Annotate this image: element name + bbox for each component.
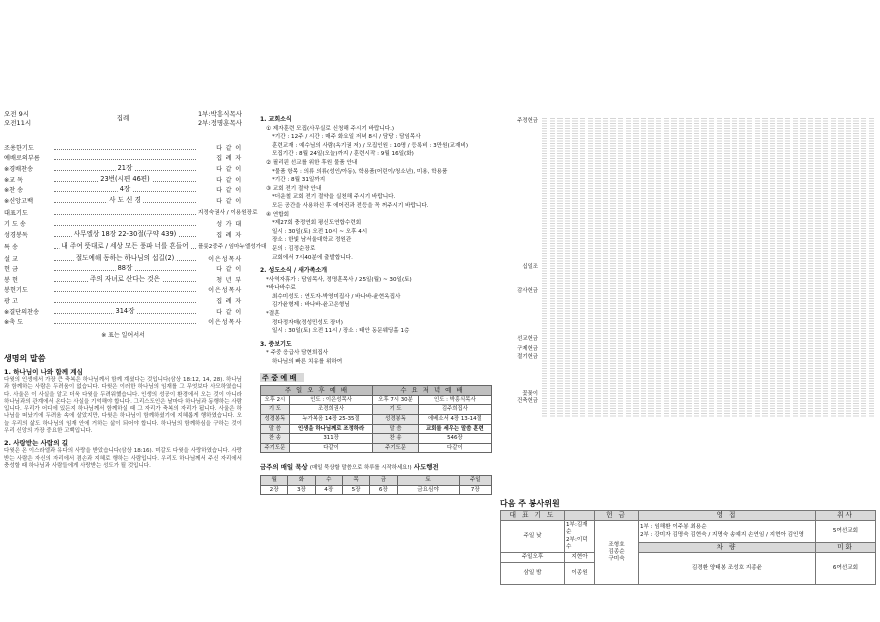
offering-name-column [869,118,874,418]
bible-table [260,475,492,495]
order-person: 다 같 이 [216,197,242,205]
vol-header-prayer: 대 표 기 도 [501,511,565,521]
offering-label: 선교헌금 [517,336,538,342]
vol-prayer-2: 지현아 [565,553,595,563]
offering-name-column [785,118,790,418]
order-label: 봉 헌 [4,276,18,284]
order-label: 기 도 송 [4,221,26,229]
order-person: 청 년 부 [216,276,242,284]
afternoon-leader: 인도 : 이은성목사 [289,395,373,405]
news-item: *기간 : 12주 / 시간 : 매주 화요일 저녁 8시 / 담당 : 담임목사 [272,134,421,141]
offering-name-column [747,118,752,418]
week-row [261,424,492,434]
bible-day: 토 [397,475,459,485]
vol-greet-1: 1부 : 임해환 이주봉 최용순 2부 : 강미자 김명숙 김현숙 / 지명숙 송예지 손연임 / 지현아 김인영 [639,521,816,543]
volunteer-table [500,510,876,585]
word-heading-2: 2. 사랑받는 사람의 길 [4,439,69,448]
vol-header-offering: 헌 금 [595,511,639,521]
offering-name-column [610,118,615,418]
vol-service-3: 삼일 밤 [501,563,565,585]
order-row [4,229,242,240]
offerings-panel [500,118,876,418]
offering-name-column [572,118,577,418]
offering-name-column [550,118,555,418]
afternoon-value: 311장 [289,434,373,444]
order-content: 314장 [115,306,135,315]
order-content: 21장 [117,163,133,172]
news-item: ② 필리핀 선교를 위한 후원 물품 안내 [266,159,358,166]
news-item: *기간 : 8월 31일까지 [272,177,326,184]
afternoon-value: 인생을 하나님께로 조정하라 [289,424,373,434]
order-person: 집 례 자 [216,297,242,305]
officiant-2: 2부:정명훈목사 [198,119,242,127]
news-item: 김가윤형제 : 바나바-윤고은형님 [272,302,350,309]
week-row [261,415,492,425]
offering-name-column [565,118,570,418]
offering-name-column [626,118,631,418]
news-section-1: 1. 교회소식 [260,116,292,123]
wednesday-title: 수 요 저 녁 예 배 [373,386,492,396]
news-item: 최수미성도 : 연도자-박영미집사 / 바나바-윤현옥집사 [272,293,401,300]
offering-name-column [633,118,638,418]
news-item: *제27회 충정연회 평신도연합수련회 [272,220,362,227]
vol-service-2: 주일오후 [501,553,565,563]
vol-offering: 조형호 김종순 구미숙 [595,521,639,585]
news-item: *결혼 [266,311,280,318]
offering-name-column [861,118,866,418]
offering-name-column [717,118,722,418]
order-content: 사 도 신 경 [109,195,141,204]
order-label: 설 교 [4,255,18,263]
vol-service-1: 주일 낮 [501,521,565,553]
wednesday-value: 교회를 세우는 말씀 훈련 [418,424,491,434]
offering-name-column [671,118,676,418]
bible-note: (매일 묵상할 말씀으로 하루를 시작하세요!) [309,465,412,472]
order-person: 이은성목사 [208,287,242,295]
offering-name-column [648,118,653,418]
vol-greet-3: 김경환 양태봉 조성호 지종윤 [639,553,816,585]
order-label: 헌 금 [4,266,18,274]
wednesday-value: 김주희집사 [418,405,491,415]
order-person: 성 가 대 [216,221,242,229]
bible-chapter: 5장 [342,485,369,495]
offering-name-column [800,118,805,418]
order-content: 사무엘상 18장 22-30절(구약 439) [73,229,177,238]
news-item: *물품 항목 : 의류 의류(성인/아동), 학용품(어린이/청소년), 미용, 학용품 [272,168,448,175]
order-of-worship [4,142,267,327]
offering-name-column [823,118,828,418]
order-content: 4장 [119,185,131,194]
offering-name-column [709,118,714,418]
service-time-2: 오전11시 [4,119,32,127]
worship-order-column [4,110,267,470]
news-item: *사역자휴가 : 담임목사, 정명훈목사 / 25일(월) ~ 30일(토) [266,276,412,283]
wednesday-role: 찬 송 [373,434,418,444]
vol-header-cook: 취사 [816,511,876,521]
bible-day: 수 [315,475,342,485]
officiant-1: 1부:박흥식목사 [198,110,242,118]
word-body-1: 다윗의 인생에서 가장 큰 축복은 하나님께서 함께 계셨다는 것입니다(삼상 18:12, 14, 28). 하나님과 함께하는 사람은 두려움이 없습니다. 다윗은 이러한 하나님의 임재를 그 무엇보다 사모하였습니다. 사울은 이 사실을 알고 더욱 다윗을 두려워했습니다. 인생의 성공이 환경에서 오는 것이 아니라 하나님과의 관계에서 온다는 사실을 기억해야 합니다. 그리스도인은 날마다 하나님과 동행하는 사람입니다. 우리가 어디에 있든지 하나님께서 함께하실 때 그 자리가 축복의 자리가 됩니다. 사울은 하나님을 떠났기에 두려움 속에 살았지만, 다윗은 하나님이 함께하셨기에 지혜롭게 행하였습니다. 오늘 우리의 삶도 하나님의 임재 안에 거하는 삶이 되어야 합니다. 하나님의 함께하심을 구하는 것이 우리 신앙의 가장 중요한 고백입니다. [4,376,242,434]
word-body-2: 다윗은 온 이스라엘과 유다의 사랑을 받았습니다(삼상 18:16). 미갈도 다윗을 사랑하였습니다. 사랑받는 사람은 자신의 자리에서 겸손과 지혜로 행하는 사람입니다. 우리도 하나님께서 주신 자리에서 충성할 때 하나님과 사람들에게 사랑받는 성도가 될 것입니다. [4,448,242,469]
offering-label: 절기헌금 [517,354,538,360]
offering-name-column [557,118,562,418]
offering-name-column [755,118,760,418]
afternoon-role: 찬 송 [261,434,290,444]
news-item: 훈련교재 : 예수님의 사람(옥기권 저) / 모집인원 : 10명 / 등록비 : 3만원(교재비) [272,142,469,149]
news-list-3 [260,349,492,366]
order-person: 다 같 이 [216,165,242,173]
bible-chapter: 6장 [370,485,397,495]
news-list-1 [260,125,492,263]
offering-name-column [739,118,744,418]
volunteer-title: 다음 주 봉사위원 [500,499,560,508]
offering-name-column [618,118,623,418]
offering-name-column [603,118,608,418]
wednesday-role: 기 도 [373,405,418,415]
order-label: 광 고 [4,297,18,305]
bible-day: 월 [261,475,288,485]
week-row [261,434,492,444]
afternoon-value: 다같이 [289,443,373,453]
order-row [4,285,242,296]
offering-name-column [701,118,706,418]
order-person: 이은성목사 [208,319,242,327]
order-person: 지정숙권사 / 이용원장로 [198,210,258,217]
order-label: 대표기도 [4,209,28,217]
order-person: 집 례 자 [216,231,242,239]
order-label: ※신앙고백 [4,197,34,205]
news-item: ④ 연합회 [266,211,290,218]
offering-name-column [542,118,547,418]
order-label: 특 송 [4,243,18,251]
bible-title [260,463,492,473]
news-item: ③ 교회 전기 절약 안내 [266,185,322,192]
wednesday-time: 오후 7시 30분 [373,395,418,405]
word-title: 생명의 말씀 [4,353,46,363]
bible-title-text: 금주의 매일 묵상 [260,463,308,472]
offering-label: 구제헌금 [517,346,538,352]
week-worship-table [260,385,492,453]
order-row [4,274,242,285]
order-content: 내 주여 뜻대로 / 세상 모든 풍파 너를 흔들어 [61,241,189,250]
order-content: 88장 [117,264,133,273]
offering-name-column [846,118,851,418]
offering-label: 주정헌금 [517,118,538,124]
bible-book: 사도행전 [413,463,439,472]
news-item: 교회에서 7시40분에 출발합니다. [272,254,353,261]
word-heading-1: 1. 하나님이 나와 함께 계심 [4,367,83,376]
wednesday-leader: 인도 : 박흥식목사 [418,395,491,405]
bible-day: 화 [288,475,315,485]
offering-name-column [656,118,661,418]
vol-prayer-3: 이종원 [565,563,595,585]
vol-cook-1: 5여선교회 [816,521,876,543]
offering-names-grid [542,118,874,418]
order-person: 다 같 이 [216,187,242,195]
order-person: 다 같 이 [216,176,242,184]
offering-name-column [641,118,646,418]
vol-prayer-1: 1부:김재순 2부:이덕수 [565,521,595,553]
afternoon-role: 기 도 [261,405,290,415]
news-item: 일시 : 30일(토) 오전 10시 ~ 오후 4시 [272,228,368,235]
offering-label: 감사헌금 [517,288,538,294]
offering-name-column [732,118,737,418]
bible-chapter: 4장 [315,485,342,495]
offering-name-column [580,118,585,418]
offering-name-column [808,118,813,418]
week-row [261,443,492,453]
order-person: 이은성목사 [208,255,242,263]
bible-chapter: 2장 [261,485,288,495]
offering-label: 건축헌금 [517,398,538,404]
order-label: 조용한기도 [4,144,34,152]
afternoon-value: 조경희권사 [289,405,373,415]
news-item: 장소 : 한빛 남서울대학교 정원관 [272,237,352,244]
order-person: 플룻2중주 / 임마누엘성가대 [198,244,267,251]
news-section-3: 3. 중보기도 [260,340,292,348]
wednesday-value: 다같이 [418,443,491,453]
news-item: *더운철 교회 전기 절약을 실천해 주시기 바랍니다. [272,194,396,201]
news-list-2 [260,276,492,336]
news-item: 모든 공간을 사용하신 후 에어컨과 전등을 꼭 꺼주시기 바랍니다. [272,202,429,209]
offering-name-column [664,118,669,418]
order-row [4,206,258,219]
afternoon-time: 오후 2시 [261,395,290,405]
order-label: 봉헌기도 [4,287,28,295]
vol-cook-3: 6여선교회 [816,553,876,585]
order-label: ※결단의찬송 [4,308,40,316]
offering-name-column [770,118,775,418]
vol-header-greet: 영 접 [639,511,816,521]
week-row [261,405,492,415]
order-row [4,316,242,327]
order-person: 집 례 자 [216,155,242,163]
news-item: *바나바수료 [266,285,296,292]
bible-day: 주일 [459,475,491,485]
afternoon-value: 누가복음 14장 25-35절 [289,415,373,425]
afternoon-role: 말 씀 [261,424,290,434]
offering-name-column [679,118,684,418]
news-item: ① 제자훈련 모집(사무실로 신청해 주시기 바랍니다.) [266,125,395,132]
stand-note: ※ 표는 일어서서 [101,331,145,339]
offering-label: 꽃꽂이 [522,391,538,397]
bible-chapter: 7장 [459,485,491,495]
offering-name-column [686,118,691,418]
bible-day: 금 [370,475,397,485]
order-person: 다 같 이 [216,308,242,316]
week-worship-title: 주 중 예 배 [260,373,304,383]
bible-chapter: 3장 [288,485,315,495]
order-content: 절도예해 동하는 하나님의 섭길(2) [75,253,175,262]
news-item: 일시 : 30일(토) 오전 11시 / 장소 : 태안 동문웨딩홀 1층 [272,328,410,335]
offering-name-column [793,118,798,418]
offering-name-column [838,118,843,418]
order-row [4,142,242,153]
order-content: 주의 자녀로 산다는 것은 [90,274,160,283]
news-item: 하나님의 빠른 치유를 위하여 [272,359,343,366]
wednesday-value: 에베소서 4장 13-14절 [418,415,491,425]
order-label: 성경봉독 [4,231,28,239]
order-label: ※교 독 [4,176,24,184]
afternoon-title: 주 일 오 후 예 배 [261,386,373,396]
news-column [260,116,492,495]
vol-header-car: 차 량 [639,542,816,552]
offering-name-column [777,118,782,418]
news-item: 문의 : 김정순장로 [272,245,316,252]
order-person: 다 같 이 [216,144,242,152]
news-item: 정다정자매(정성민성도 장녀) [272,319,343,326]
bible-chapter: 금요심야 [397,485,459,495]
wednesday-role: 성경봉독 [373,415,418,425]
sermon-label: 집례 [116,114,130,122]
order-row [4,306,242,317]
news-item: 모집기간 : 8월 24일(오늘)까지 / 훈련시작 : 9월 16일(화) [272,151,414,158]
wednesday-value: 546장 [418,434,491,444]
wednesday-role: 말 씀 [373,424,418,434]
offering-name-column [694,118,699,418]
news-section-2: 2. 성도소식 / 새가족소개 [260,267,328,275]
vol-header-clean: 미화 [816,542,876,552]
offering-name-column [853,118,858,418]
order-content: 23번(시편 46편) [100,174,150,183]
offering-name-column [588,118,593,418]
offering-name-column [815,118,820,418]
order-person: 다 같 이 [216,266,242,274]
order-label: ※축 도 [4,319,24,327]
offering-name-column [831,118,836,418]
offering-label: 십일조 [522,264,538,270]
order-row [4,195,242,206]
afternoon-role: 성경봉독 [261,415,290,425]
offering-name-column [595,118,600,418]
order-label: ※경배찬송 [4,165,34,173]
bible-day: 목 [342,475,369,485]
offering-name-column [724,118,729,418]
wednesday-role: 주기도문 [373,443,418,453]
service-header [4,110,242,128]
news-item: * 주중 응급사 담현희집사 [266,350,329,357]
order-label: ※찬 송 [4,187,24,195]
afternoon-role: 주기도문 [261,443,290,453]
offering-name-column [762,118,767,418]
order-label: 예배로의부름 [4,155,40,163]
service-time-1: 오전 9시 [4,110,30,118]
